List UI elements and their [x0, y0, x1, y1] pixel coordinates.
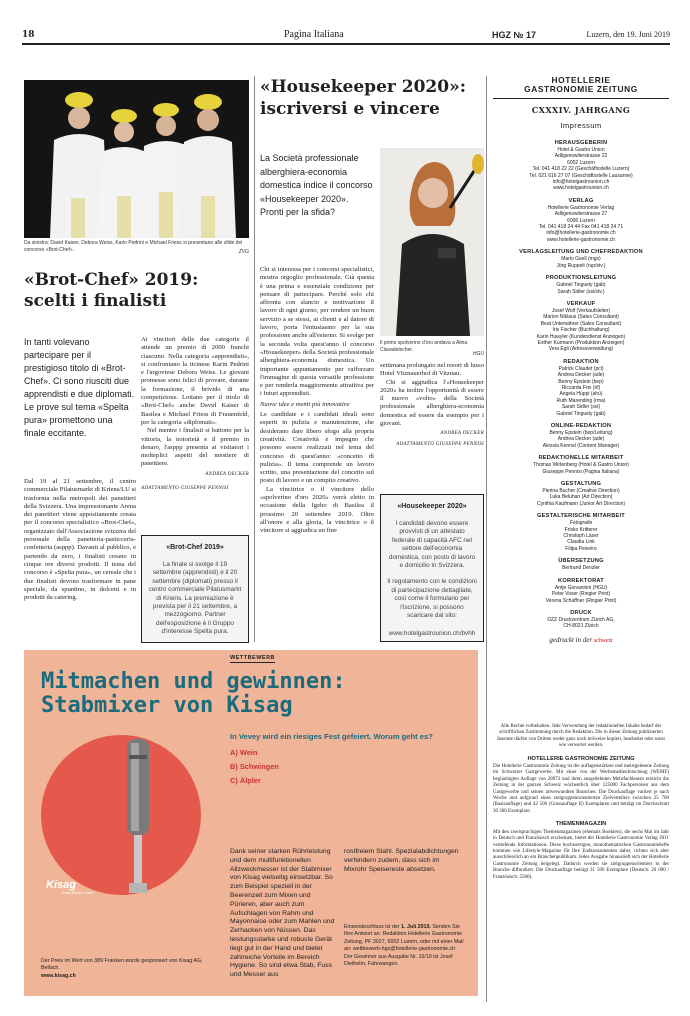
impressum-line: Adligenswilerstrasse 27: [554, 211, 608, 218]
impressum-line: Vera Egli (Adressverwaltung): [548, 346, 614, 353]
section-name: Pagina Italiana: [284, 29, 344, 40]
deadline-date: 1. Juli 2019.: [401, 924, 431, 930]
box-title: «Brot-Chef 2019»: [166, 544, 224, 551]
impressum-line: Antje Giovannini (HGU): [554, 584, 608, 591]
contest-deadline: [344, 924, 464, 968]
impressum-section-heading: HERAUSGEBERIN: [554, 140, 608, 146]
article1-adaptation: ADATTAMENTO GIUSEPPE PENNISI: [141, 486, 229, 492]
impressum-line: info@hotelgastrounion.ch: [552, 179, 610, 186]
stabmixer-icon: [41, 735, 201, 895]
answer-option-c[interactable]: C) Älpler: [230, 776, 261, 785]
impressum-line: Cynthia Kaufmann (Junior Art Direction): [536, 500, 626, 507]
impressum-line: www.hotelgastrounion.ch: [553, 185, 609, 192]
impressum-line: Adligenswilerstrasse 22: [554, 153, 608, 160]
impressum-line: CH-8021 Zürich: [563, 623, 599, 630]
logo-subtitle: Swiss Kitchen Tools: [62, 891, 93, 895]
article2-title: «Housekeeper 2020»: iscriversi e vincere: [260, 77, 466, 119]
ad-text-column2: rostfreiem Stahl. Spezialabdichtungen verhindern zudem, dass sich im Mixrohr Speisereste absetzen.: [344, 848, 459, 873]
answer-option-a[interactable]: A) Wein: [230, 748, 258, 757]
impressum-section: [493, 578, 669, 604]
impressum-section: [493, 301, 669, 353]
article2-column1: [260, 266, 374, 536]
impressum-line: Peter Voser (Ringier Print): [551, 591, 611, 598]
kisag-logo: [46, 879, 93, 895]
brot-chef-info-box: [141, 535, 249, 643]
impressum-line: Beat Untemährer (Sales Consultant): [540, 320, 622, 327]
impressum-line: Sarah Sidler (ssi/stv.): [557, 288, 605, 295]
impressum-section-heading: VERLAG: [568, 197, 594, 204]
volume-year: CXXXIV. JAHRGANG: [531, 105, 631, 115]
article2-paragraph: La vincitrice o il vincitore dello «spolverino d'oro 2020» verrà eletto in occasione della Igeho di Basilea il prossimo 20 settembre 2019. Oltre all'onore e alla gloria, la vincitrice o il vincitore si aggiudica un fine: [260, 485, 374, 535]
article1-byline: ANDREA DECKER: [205, 471, 249, 477]
impressum-line: Verena Schaffner (Ringier Print): [545, 597, 617, 604]
impressum-section-heading: KORREKTORAT: [558, 577, 604, 584]
impressum-section-heading: ÜBERSETZUNG: [558, 558, 604, 565]
masthead-line1: HOTELLERIE: [551, 75, 611, 85]
impressum-line: DZZ Druckzentrum Zürich AG,: [547, 616, 615, 623]
impressum-line: Iris Fischer (Buchhaltung): [552, 327, 610, 334]
article1-column1: [24, 478, 136, 602]
impressum-section: [493, 359, 669, 417]
housekeeper-info-box: [380, 494, 484, 642]
impressum-line: Claudia Link: [567, 539, 595, 546]
masthead-rule: [493, 98, 669, 99]
article1-paragraph: Ai vincitori delle due categorie il attende un premio di 2000 franchi ciascuno. Nella categoria «apprendisti», si confrontano la ticinese Karin Pedrini e l'argoviese Debora Weiss. Le giovani promesse sono felici di provare, durante la formazione, il brivido di una competizione. Lottano per il titolo di «Brot-Chef» anche David Kaiser di Basilea e Michael Friess di Frauenfeld, per la categoria «diplomati».: [141, 336, 249, 426]
swiss-label: schweiz: [593, 637, 613, 644]
impressum-section-heading: DRUCK: [570, 609, 592, 616]
impressum-section: [493, 249, 669, 269]
impressum-line: Pierina Bucher (Creative Direction): [542, 488, 620, 495]
impressum-line: Andrea Decker (ade): [557, 436, 605, 443]
sponsor-text: Der Preis im Wert von 389 Franken wurde gesponsert von Kisag AG, Bellach.: [41, 958, 203, 972]
column-divider: [486, 76, 487, 1002]
impressum-line: Ruth Marending (rma): [556, 397, 606, 404]
impressum-section-heading: REDAKTION: [563, 358, 599, 365]
answer-option-b[interactable]: B) Schwingen: [230, 762, 279, 771]
previous-winner: Der Gewinner aus Ausgabe Nr. 15/19 ist Josef Diethelm, Fahrwangen.: [344, 953, 453, 968]
impressum-line: Giuseppe Pennisi (Pagina Italiana): [542, 468, 620, 475]
impressum: [493, 76, 669, 644]
legal-text: Alle Rechte vorbehalten. Jede Verwendung der redaktionellen Inhalte bedarf der schriftlichen Zustimmung durch die Redaktion. Die in dieser Zeitung publizierten Inserate dürfen von Dritten weder ganz noch teilweise kopiert, bearbeitet oder sonst wie verwertet werden.: [497, 724, 665, 749]
housekeeper-photo-caption: [380, 340, 484, 358]
logo-text: Kisag: [46, 879, 76, 891]
issue-date: Luzern, den 19. Juni 2019: [586, 30, 670, 39]
impressum-section-heading: REDAKTIONELLE MITARBEIT: [538, 455, 624, 462]
legal-text: Die Hotellerie Gastronomie Zeitung ist die auflagenstärkste und meistgelesene Zeitung im Schweizer Gastgewerbe. Mit einer von der Werbemedienforschung (WEMF) beglaubigten Auflage von 28073 und ihren ausgedehnten Mehrfachlesern erreicht die Zeitung in der ganzen Schweiz wöchentlich über 125000 Fachpersonen aus dem Gastgewerbe und seinen artverwandten Branchen. Die Druckauflage variiert je nach Woche und aufgrund eines zielgruppenorientierten Zielverteilers zwischen 25 700 (Basisauflage) und 42 500 (Grossauflage II) Exemplaren und beträgt im Durchschnitt 30 300 Exemplare.: [493, 764, 669, 814]
impressum-line: Benny Epstein (bep/Leitung): [549, 430, 613, 436]
impressum-section-heading: VERLAGSLEITUNG UND CHEFREDAKTION: [519, 249, 643, 256]
box-text: Il regolamento con le condizioni di partecipazione dettagliate, così come il formulario per l'iscrizione, si possono scaricare dal sito:: [387, 578, 477, 620]
impressum-line: Patrick Claudet (pcl): [558, 365, 604, 372]
box-text: I candidati devono essere provvisti di un attestato federale di capacità AFC nel settore dell'economia domestica, con posto di lavoro e domicilio in Svizzera.: [388, 520, 476, 570]
impressum-section: [493, 481, 669, 507]
impressum-section: [493, 610, 669, 630]
brot-chef-photo: [24, 80, 249, 238]
photo-credit: HGU: [472, 351, 484, 357]
deadline-label: Einsendeschluss ist der: [344, 924, 400, 930]
impressum-line: Hotel & Gastro Union: [557, 147, 605, 153]
impressum-line: Sarah Sidler (ssi): [561, 404, 601, 411]
impressum-section: [493, 558, 669, 571]
photo-credit: ZVG: [238, 249, 249, 255]
column-divider: [254, 76, 255, 642]
impressum-heading: Impressum: [560, 121, 602, 130]
impressum-line: 6006 Luzern: [567, 217, 595, 224]
impressum-section: [493, 198, 669, 243]
impressum-line: Christoph Läser: [563, 533, 599, 540]
impressum-line: Fotografie: [569, 520, 593, 527]
article1-title: «Brot-Chef» 2019: scelti i finalisti: [24, 270, 199, 311]
impressum-section: [493, 455, 669, 475]
impressum-section-heading: GESTALTUNG: [560, 481, 602, 488]
issue-number: HGZ № 17: [492, 30, 537, 40]
ad-headline: [41, 670, 346, 718]
impressum-line: Bertrand Denzler: [562, 565, 600, 572]
article2-paragraph: Chi si aggiudica l'«Housekeeper 2020» ha inoltre l'opportunità di essere il nuovo «volto» della Società professionale alberghiera-economia domestica ed essere da esempio per i giovani.: [380, 378, 484, 428]
legal-text: Mit den zweisprachigen Themenmagazinen (ehemals Booklets), die sechs Mal im Jahr in Deutsch und Französisch erscheinen, bietet der Hotellerie Gastronomie Verlag 2011 vertiefende Informationen. Diese hochwertigen, monothematischen Gastronomiehefte kommen wie Lifestyle-Magazine für Ihre Endkonsumenten daher, richten sich aber ausschliesslich an ein Branchenpublikum. Jedes Ausgabe hinauslieft sich der Hotellerie Gastronomie Zeitung beigelegt. Dadurch werden sie zielgruppenorientiert in der Branche diffundiert. Die Druckauflage beträgt 31 500 Exemplare (Deutsch: 26 000 / Französisch: 5500).: [493, 829, 669, 880]
page-header: [22, 28, 670, 44]
article2-adaptation: ADATTAMENTO GIUSEPPE PENNISI: [396, 441, 484, 447]
masthead-line2: GASTRONOMIE ZEITUNG: [524, 84, 638, 94]
impressum-line: Hotellerie Gastronomie Verlag: [547, 204, 615, 211]
impressum-section-heading: GESTALTERISCHE MITARBEIT: [537, 513, 625, 520]
ad-text-column1: Dank seiner starken Rührleistung und dem multifunktionellen Allzweckmesser ist der Stabmixer von Kisag vielseitig einsetzbar. So zum Beispiel speziell in der Beerenzeit zum Mixen und Pürieren, aber auch zum Aufschlagen von Rahm und Mayonnaise oder zum Mahlen und Zerhacken von Nüssen. Das leistungsstarke und robuste Gerät liegt gut in der Hand und bietet zahlreiche Vorteile im Bereich Hygiene. So sind etwa Stab, Fuss und Messer aus: [230, 848, 335, 979]
housekeeper-photo: [380, 148, 484, 336]
product-circle: [41, 735, 201, 895]
impressum-line: 6002 Luzern: [567, 159, 595, 166]
impressum-line: Benny Epstein (bep): [558, 378, 604, 385]
impressum-section: [493, 275, 669, 295]
caption-text: Il primo spolverino d'oro andava a Alina Clavadetscher.: [380, 340, 468, 353]
article2-byline: ANDREA DECKER: [440, 431, 484, 437]
printed-in-switzerland: [493, 636, 669, 644]
impressum-section: [493, 513, 669, 552]
article1-paragraph: Dal 19 al 21 settembre, il centro commerciale Pilatusmarkt di Kriens/LU si trasforma nella metropoli dei panettieri della Svizzera. Una impressionante Arena dei panettieri viene appositamente creata per il concorso specialistico «Brot-Chef», organizzato dall'Associazione svizzera del personale della panetteria-pasticceria-confetteria (asppp). Davanti al pubblico, e partendo da zero, i finalisti creano in cinque ore diversi prodotti. Il tema del concorso è «Spelta pura», un cereale che i due finalisti devono trasformare in pane speciale, da spuntino, in dolcetti e in prodotti da catering.: [24, 478, 136, 602]
impressum-line: Marion Niklaus (Sales Consultant): [543, 314, 619, 321]
impressum-line: Frisko Kritterer: [564, 526, 598, 533]
impressum-line: Gabriel Tinguely (gab): [556, 282, 606, 289]
impressum-line: Thomas Wirtenberg (Hotel & Gastro Union): [533, 462, 629, 469]
impressum-line: Mario Gsell (mgs): [561, 256, 601, 263]
impressum-section-heading: VERKAUF: [566, 300, 596, 307]
impressum-line: Karin Huwyler (Kundendienst Anzeigen): [536, 333, 626, 340]
article2-paragraph: Le candidate e i candidati ideali sono esperti in pulizia e manutenzione, che desiderano dare libero sfogo alla propria creatività. Creatività e impegno che possono essere realizzati nel tema del concorso di quest'anno: «concetto di pulizia». Il tema comprende un lavoro scritto, una presentazione del concetto sul posto di lavoro e un compito creativo.: [260, 411, 374, 485]
impressum-line: Alessia Kennel (Content Manager): [542, 442, 620, 449]
impressum-line: Josef Wolf (Verkaufsleiter): [551, 307, 611, 314]
impressum-section: [493, 423, 669, 449]
registration-link[interactable]: www.hotelgastrounion.ch/bvhh: [388, 630, 476, 638]
impressum-line: Esther Kurmann (Produktion Anzeigen): [537, 339, 625, 346]
impressum-sections: [493, 140, 669, 630]
article2-paragraph: settimana prolungato nel resort di lusso Hotel Vitznauerhof di Vitznau.: [380, 362, 484, 378]
ad-tag: WETTBEWERB: [230, 655, 276, 661]
sponsor-note: [41, 958, 221, 980]
impressum-line: info@hotellerie-gastronomie.ch: [546, 230, 616, 237]
legal-heading: THEMENMAGAZIN: [555, 821, 607, 828]
ad-headline-line2: Stabmixer von Kisag: [41, 693, 293, 718]
brot-chef-photo-caption: [24, 240, 249, 256]
impressum-legal: [493, 724, 669, 881]
article2-lead: La Società professionale alberghiera-economia domestica indice il concorso «Housekeeper 2020». Pronti per la sfida?: [260, 153, 373, 217]
box-text: La finale si svolge il 19 settembre (apprendisti) e il 20 settembre (diplomati) presso il centro commerciale Pilatusmarkt di Kriens. La premiazione è prevista per il 21 settembre, a mezzogiorno. Partner dell'esposizione è il Gruppo d'interesse Spelta pura.: [148, 561, 242, 636]
impressum-section-heading: PRODUKTIONSLEITUNG: [545, 275, 617, 282]
header-rule: [22, 43, 670, 45]
impressum-line: Jörg Ruppelt (rup/stv.): [556, 262, 606, 269]
article1-paragraph: Nel mentre i finalisti si battono per la vittoria, la notorietà e il premio in denaro, l'asppp presenta ai visitatori i molteplici aspetti del mestiere di panettiere.: [141, 427, 249, 468]
impressum-line: Luka Beluhan (Art Direction): [549, 494, 613, 501]
legal-heading: HOTELLERIE GASTRONOMIE ZEITUNG: [527, 755, 635, 762]
impressum-line: www.hotellerie-gastronomie.ch: [546, 236, 616, 243]
page-number: 18: [22, 30, 35, 40]
impressum-line: Riccarda Frei (rif): [561, 384, 601, 391]
impressum-line: Filipa Peixeiro: [565, 545, 597, 552]
article2-paragraph: Chi si interessa per i concorsi specialistici, mostra orgoglio professionale. Già questa è una prima e essenziale condizione per pensare di partecipare. Perché solo chi affronta con slancio e motivazione il lavoro di ogni giorno, per rendere un buon servizio a se stessi, ai clienti e al datore di lavoro, porta l'entusiasmo per la sua professione anche all'esterno. Si svolge per la seconda volta quest'anno il concorso «Housekeeper» della Società professionale alberghiera-economia domestica. Un importante appuntamento per rafforzare l'immagine di questa versatile professione e per renderla maggiormente attrattiva per i futuri apprendisti.: [260, 266, 374, 398]
impressum-line: Gabriel Tinguely (gab): [556, 410, 606, 417]
sponsor-link[interactable]: www.kisag.ch: [41, 972, 76, 979]
article2-subhead: Nuove idee e menti più innovative: [260, 400, 350, 408]
contest-question: In Vevey wird ein riesiges Fest gefeiert. Worum geht es?: [230, 732, 433, 741]
caption-text: Da sinistra: David Kaiser, Debora Weiss, Karin Pedrini e Michael Friess si presentano alle sfide del concorso «Brot-Chef».: [24, 240, 243, 253]
article1-column2: [141, 336, 249, 493]
article2-column2: [380, 362, 484, 449]
box-title: «Housekeeper 2020»: [397, 503, 467, 510]
impressum-line: Angela Hüppi (ahü): [559, 391, 603, 398]
impressum-line: Tel. 041 418 22 22 (Geschäftsstelle Luzern): [532, 166, 630, 173]
impressum-line: Andrea Decker (ade): [557, 372, 605, 379]
impressum-line: Tel. 021 616 27 07 (Geschäftsstelle Lausanne): [529, 172, 633, 179]
impressum-line: Tel. 041 418 24 44 Fax 041 418 24 71: [538, 224, 624, 231]
ad-headline-line1: Mitmachen und gewinnen:: [41, 669, 346, 694]
printed-label: gedruckt in der: [549, 635, 593, 644]
article1-lead: In tanti volevano partecipare per il prestigioso titolo di «Brot-Chef». Ci sono riusciti due apprendisti e due diplomati. Le prove sul tema «Spelta pura» promettono una finale eccitante.: [24, 337, 135, 438]
impressum-section-heading: ONLINE-REDAKTION: [550, 423, 612, 429]
deadline-text: Senden Sie Ihre Antwort an: Redaktion Hotellerie Gastronomie Zeitung, PF 3027, 6002 Luzern, oder mit einer Mail an: wettbewerb-hgz@hotellerie-gastronomie.ch: [344, 924, 464, 953]
contest-advertisement: [24, 650, 478, 996]
impressum-section: [493, 140, 669, 192]
